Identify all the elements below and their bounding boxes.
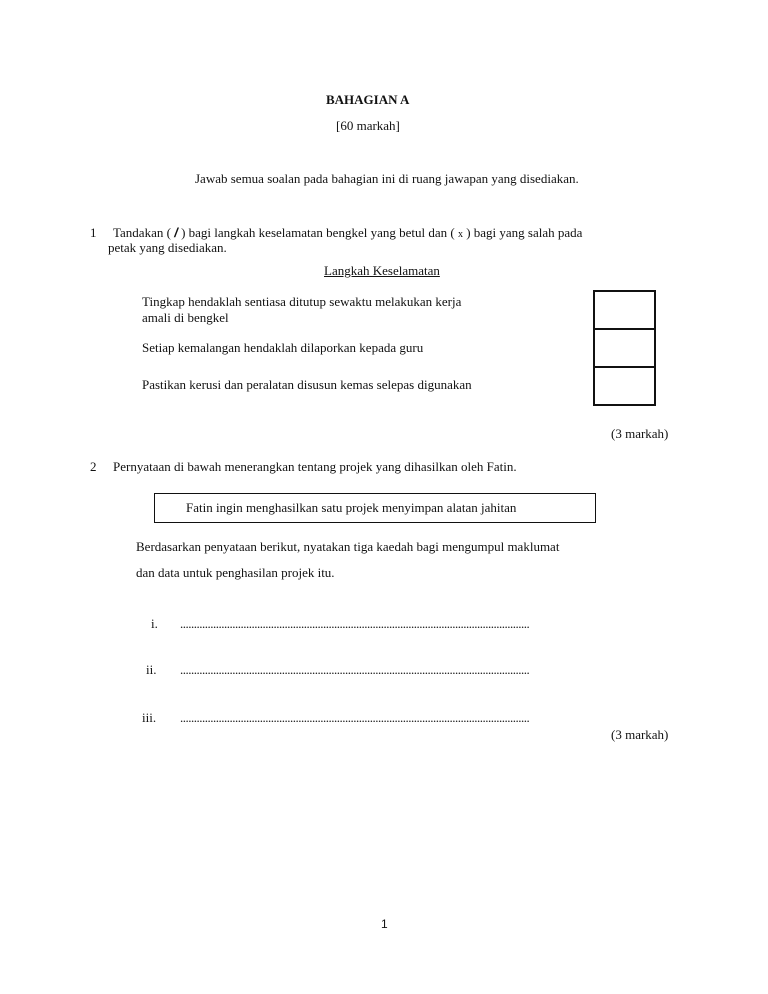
answer-line-ii[interactable]: ...............................................................................................................................	[180, 662, 530, 677]
q2-prompt-line1: Berdasarkan penyataan berikut, nyatakan tiga kaedah bagi mengumpul maklumat	[136, 539, 560, 554]
page-number: 1	[381, 917, 388, 931]
q1-text-before-tick: Tandakan (	[113, 225, 171, 240]
q1-item-2: Setiap kemalangan hendaklah dilaporkan kepada guru	[142, 340, 424, 355]
q1-instruction-line1	[113, 225, 582, 241]
answer-line-i[interactable]: ...............................................................................................................................	[180, 616, 530, 631]
q1-number: 1	[90, 225, 97, 240]
x-symbol: x	[457, 229, 463, 240]
q1-table-heading: Langkah Keselamatan	[324, 263, 440, 278]
answer-box-2[interactable]	[593, 328, 656, 368]
section-marks: [60 markah]	[336, 118, 400, 133]
answer-line-iii[interactable]: ...............................................................................................................................	[180, 710, 530, 725]
q1-item-1-line2: amali di bengkel	[142, 310, 229, 325]
instruction-text: Jawab semua soalan pada bahagian ini di ruang jawapan yang disediakan.	[195, 171, 579, 186]
q1-text-mid: ) bagi langkah keselamatan bengkel yang betul dan (	[181, 225, 455, 240]
q2-marks: (3 markah)	[611, 727, 669, 742]
q2-text: Pernyataan di bawah menerangkan tentang projek yang dihasilkan oleh Fatin.	[113, 459, 517, 474]
answer-label-i: i.	[151, 616, 158, 631]
q1-marks: (3 markah)	[611, 426, 669, 441]
answer-label-iii: iii.	[142, 710, 157, 725]
q1-item-3: Pastikan kerusi dan peralatan disusun kemas selepas digunakan	[142, 377, 472, 392]
q2-number: 2	[90, 459, 97, 474]
q2-boxed-statement: Fatin ingin menghasilkan satu projek menyimpan alatan jahitan	[186, 500, 517, 515]
q2-prompt-line2: dan data untuk penghasilan projek itu.	[136, 565, 335, 580]
tick-symbol: /	[174, 225, 178, 240]
q1-item-1-line1: Tingkap hendaklah sentiasa ditutup sewaktu melakukan kerja	[142, 294, 462, 309]
q1-text-after-x: ) bagi yang salah pada	[466, 225, 583, 240]
answer-box-3[interactable]	[593, 366, 656, 406]
answer-box-1[interactable]	[593, 290, 656, 330]
q1-instruction-line2: petak yang disediakan.	[108, 240, 227, 255]
section-title: BAHAGIAN A	[326, 92, 410, 107]
answer-label-ii: ii.	[146, 662, 157, 677]
